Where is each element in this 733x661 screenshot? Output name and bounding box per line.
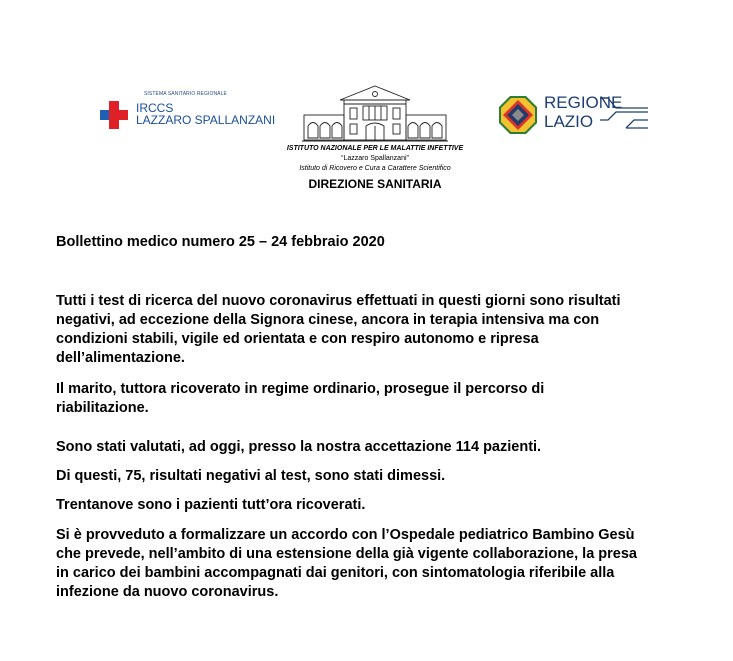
irccs-label: IRCCS <box>136 101 174 115</box>
institute-subtitle: Istituto di Ricovero e Cura a Carattere Scientifico <box>299 165 451 172</box>
text-line: Si è provveduto a formalizzare un accordo con l’Ospedale pediatrico Bambino Gesù <box>56 527 635 543</box>
lazio-label: LAZIO <box>544 112 594 131</box>
text-line: dell’alimentazione. <box>56 350 185 366</box>
paragraph-discharged <box>56 467 716 486</box>
ssr-label: SISTEMA SANITARIO REGIONALE <box>144 91 227 97</box>
institute-nickname: “Lazzaro Spallanzani” <box>341 155 409 162</box>
institute-logo <box>270 82 480 197</box>
text-line: riabilitazione. <box>56 400 149 416</box>
text-line: negativi, ad eccezione della Signora cinese, ancora in terapia intensiva ma con <box>56 312 600 328</box>
institute-name: ISTITUTO NAZIONALE PER LE MALATTIE INFETTIVE <box>286 145 464 152</box>
text-line: che prevede, nell’ambito di una estensione della già vigente collaborazione, la presa <box>56 546 637 562</box>
irccs-spallanzani-logo <box>100 90 276 135</box>
text-line: Di questi, 75, risultati negativi al test, sono stati dimessi. <box>56 468 446 484</box>
text-line: Il marito, tuttora ricoverato in regime ordinario, prosegue il percorso di <box>56 381 545 397</box>
text-line: condizioni stabili, vigile ed orientata e con respiro autonomo e ripresa <box>56 331 539 347</box>
spallanzani-label: LAZZARO SPALLANZANI <box>136 113 276 127</box>
regione-lazio-emblem-icon <box>498 95 538 135</box>
department-title: DIREZIONE SANITARIA <box>308 177 442 191</box>
text-line: Tutti i test di ricerca del nuovo coronavirus effettuati in questi giorni sono risultati <box>56 293 621 309</box>
paragraph-test-results <box>56 292 716 368</box>
bulletin-title: Bollettino medico numero 25 – 24 febbraio 2020 <box>56 234 385 250</box>
text-line: Sono stati valutati, ad oggi, presso la nostra accettazione 114 pazienti. <box>56 439 542 455</box>
regione-lazio-logo <box>498 92 648 138</box>
medical-cross-icon <box>100 101 128 129</box>
text-line: infezione da nuovo coronavirus. <box>56 584 279 600</box>
text-line: in carico dei bambini accompagnati dai genitori, con sintomatologia riferibile alla <box>56 565 615 581</box>
paragraph-evaluated <box>56 438 716 457</box>
building-icon <box>300 82 450 142</box>
paragraph-husband <box>56 380 716 418</box>
paragraph-hospitalized <box>56 496 716 515</box>
chevron-lines-icon <box>600 94 650 134</box>
regione-label: REGIONE <box>544 93 623 112</box>
text-line: Trentanove sono i pazienti tutt’ora ricoverati. <box>56 497 366 513</box>
paragraph-agreement <box>56 526 716 602</box>
